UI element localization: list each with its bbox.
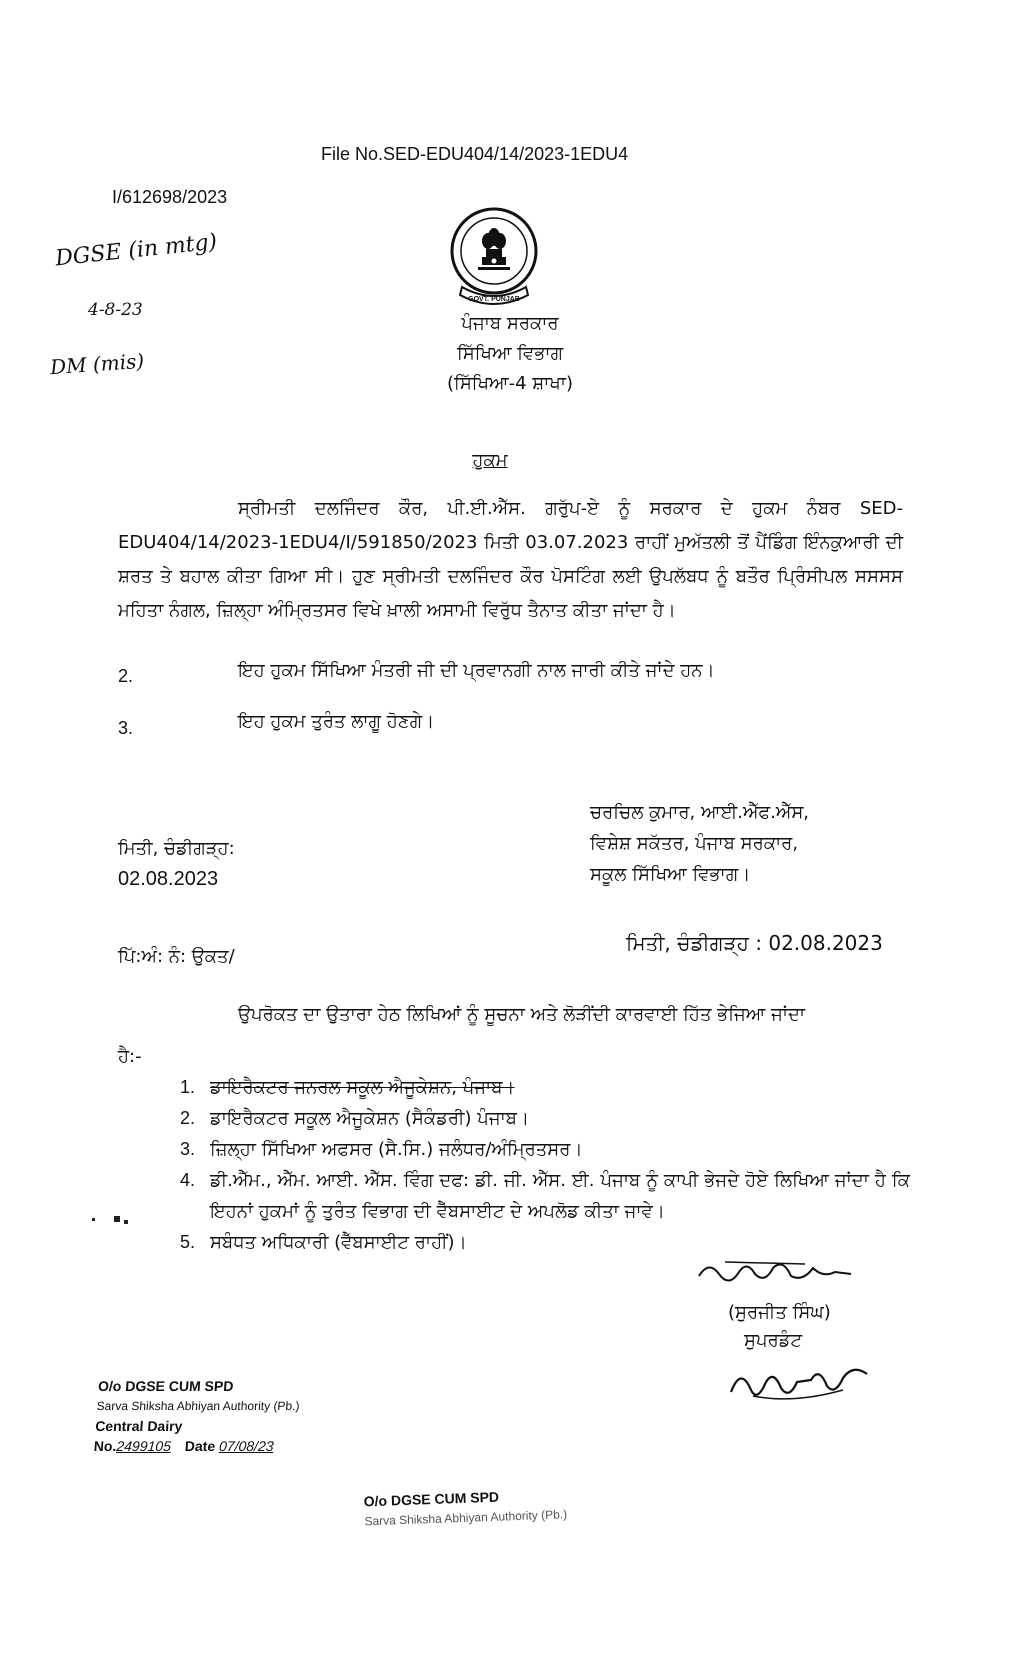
endorsement-number: ਪਿੱ:ਅੰ: ਨੰ: ਉਕਤ/	[118, 946, 235, 967]
scan-speck	[114, 1216, 120, 1222]
superintendent-title: ਸੁਪਰਡੰਟ	[744, 1330, 802, 1351]
copy-forwarded-line: ਉਪਰੋਕਤ ਦਾ ਉਤਾਰਾ ਹੇਠ ਲਿਖਿਆਂ ਨੂੰ ਸੂਚਨਾ ਅਤੇ ਲੋੜੀਂਦੀ ਕਾਰਵਾਈ ਹਿੱਤ ਭੇਜਿਆ ਜਾਂਦਾ	[238, 1004, 806, 1025]
receipt-stamp	[93, 1376, 339, 1456]
recipient-item	[180, 1103, 910, 1134]
receipt-no-value: 2499105	[115, 1438, 172, 1454]
scan-speck	[92, 1218, 95, 1221]
receipt-date-label: Date	[184, 1438, 216, 1454]
recipient-number: 4.	[180, 1170, 196, 1190]
handwritten-note-dgse: DGSE (in mtg)	[54, 229, 219, 272]
office-department: ਸਿੱਖਿਆ ਵਿਭਾਗ	[456, 343, 564, 364]
recipient-text: ਡਾਇਰੈਕਟਰ ਜਨਰਲ ਸਕੂਲ ਐਜੂਕੇਸ਼ਨ, ਪੰਜਾਬ।	[210, 1077, 515, 1098]
receipt-no-label: No.	[93, 1438, 118, 1454]
recipient-list	[180, 1072, 910, 1258]
emblem-scroll-text: GOVT. PUNJAB	[468, 296, 520, 303]
recipient-number: 1.	[180, 1077, 196, 1097]
office-stamp-line2: Sarva Shiksha Abhiyan Authority (Pb.)	[364, 1507, 568, 1529]
recipient-number: 2.	[180, 1108, 196, 1128]
superintendent-signature-2	[723, 1356, 873, 1408]
order-date-label: ਮਿਤੀ, ਚੰਡੀਗੜ੍ਹ:	[118, 838, 235, 859]
endorsement-date: ਮਿਤੀ, ਚੰਡੀਗੜ੍ਹ : 02.08.2023	[626, 931, 883, 955]
recipient-text: ਸਬੰਧਤ ਅਧਿਕਾਰੀ (ਵੈੱਬਸਾਈਟ ਰਾਹੀਂ)।	[210, 1232, 467, 1253]
receipt-date-value: 07/08/23	[218, 1438, 275, 1454]
office-branch: (ਸਿੱਖਿਆ-4 ਸ਼ਾਖਾ)	[447, 373, 573, 394]
office-government: ਪੰਜਾਬ ਸਰਕਾਰ	[461, 313, 559, 334]
signatory-designation: ਵਿਸ਼ੇਸ਼ ਸਕੱਤਰ, ਪੰਜਾਬ ਸਰਕਾਰ,	[590, 833, 799, 854]
handwritten-note-date: 4-8-23	[88, 300, 143, 320]
file-number: File No.SED-EDU404/14/2023-1EDU4	[321, 144, 629, 164]
handwritten-note-dm: DM (mis)	[49, 348, 145, 380]
recipient-number: 5.	[180, 1232, 196, 1252]
superintendent-name: (ਸੁਰਜੀਤ ਸਿੰਘ)	[728, 1302, 831, 1323]
recipient-number: 3.	[180, 1139, 196, 1159]
receipt-stamp-authority: Sarva Shiksha Abhiyan Authority (Pb.)	[96, 1399, 300, 1413]
copy-forwarded-line-end: ਹੈ:-	[118, 1046, 142, 1067]
point-3-number: 3.	[118, 718, 134, 738]
signatory-name: ਚਰਚਿਲ ਕੁਮਾਰ, ਆਈ.ਐੱਫ.ਐੱਸ,	[590, 802, 810, 823]
office-stamp	[363, 1483, 614, 1532]
point-2-number: 2.	[118, 666, 134, 686]
recipient-text: ਡਾਇਰੈਕਟਰ ਸਕੂਲ ਐਜੂਕੇਸ਼ਨ (ਸੈਕੰਡਰੀ) ਪੰਜਾਬ।	[210, 1108, 530, 1129]
order-date-value: 02.08.2023	[118, 868, 219, 890]
recipient-item	[180, 1134, 910, 1165]
recipient-text: ਡੀ.ਐੱਮ., ਐੱਮ. ਆਈ. ਐੱਸ. ਵਿੰਗ ਦਫ: ਡੀ. ਜੀ. ਐੱਸ. ਈ. ਪੰਜਾਬ ਨੂੰ ਕਾਪੀ ਭੇਜਦੇ ਹੋਏ ਲਿਖਿਆ ਜਾਂਦਾ ਹੈ ਕਿ ਇਹਨਾਂ ਹੁਕਮਾਂ ਨੂੰ ਤੁਰੰਤ ਵਿਭਾਗ ਦੀ ਵੈੱਬਸਾਈਟ ਦੇ ਅਪਲੋਡ ਕੀਤਾ ਜਾਵੇ।	[210, 1170, 910, 1222]
signatory-block	[590, 797, 809, 890]
order-paragraph-1: ਸ੍ਰੀਮਤੀ ਦਲਜਿੰਦਰ ਕੌਰ, ਪੀ.ਈ.ਐੱਸ. ਗਰੁੱਪ-ਏ ਨੂੰ ਸਰਕਾਰ ਦੇ ਹੁਕਮ ਨੰਬਰ SED-EDU404/14/2023-1EDU4/I/591850/2023 ਮਿਤੀ 03.07.2023 ਰਾਹੀਂ ਮੁਅੱਤਲੀ ਤੋਂ ਪੈਂਡਿੰਗ ਇੰਨਕੁਆਰੀ ਦੀ ਸ਼ਰਤ ਤੇ ਬਹਾਲ ਕੀਤਾ ਗਿਆ ਸੀ। ਹੁਣ ਸ੍ਰੀਮਤੀ ਦਲਜਿੰਦਰ ਕੌਰ ਪੋਸਟਿੰਗ ਲਈ ਉਪਲੱਬਧ ਨੂੰ ਬਤੌਰ ਪ੍ਰਿੰਸੀਪਲ ਸਸਸਸ ਮਹਿਤਾ ਨੰਗਲ, ਜ਼ਿਲ੍ਹਾ ਅੰਮ੍ਰਿਤਸਰ ਵਿਖੇ ਖ਼ਾਲੀ ਅਸਾਮੀ ਵਿਰੁੱਧ ਤੈਨਾਤ ਕੀਤਾ ਜਾਂਦਾ ਹੈ।	[118, 498, 903, 621]
point-2-text: ਇਹ ਹੁਕਮ ਸਿੱਖਿਆ ਮੰਤਰੀ ਜੀ ਦੀ ਪ੍ਰਵਾਨਗੀ ਨਾਲ ਜਾਰੀ ਕੀਤੇ ਜਾਂਦੇ ਹਨ।	[238, 660, 715, 681]
recipient-item	[180, 1165, 910, 1227]
point-3-text: ਇਹ ਹੁਕਮ ਤੁਰੰਤ ਲਾਗੂ ਹੋਣਗੇ।	[238, 711, 435, 732]
office-stamp-line1: O/o DGSE CUM SPD	[363, 1488, 500, 1510]
scan-speck	[124, 1220, 128, 1224]
emblem-icon	[448, 205, 540, 315]
recipient-item	[180, 1072, 910, 1103]
recipient-text: ਜ਼ਿਲ੍ਹਾ ਸਿੱਖਿਆ ਅਫਸਰ (ਸੈ.ਸਿ.) ਜਲੰਧਰ/ਅੰਮ੍ਰਿਤਸਰ।	[210, 1139, 583, 1160]
order-title: ਹੁਕਮ	[472, 450, 508, 471]
superintendent-signature	[695, 1254, 855, 1290]
signatory-department: ਸਕੂਲ ਸਿੱਖਿਆ ਵਿਭਾਗ।	[590, 864, 751, 885]
receipt-stamp-dairy: Central Dairy	[94, 1418, 184, 1434]
reference-number: I/612698/2023	[112, 187, 228, 207]
receipt-stamp-office: O/o DGSE CUM SPD	[97, 1378, 235, 1394]
